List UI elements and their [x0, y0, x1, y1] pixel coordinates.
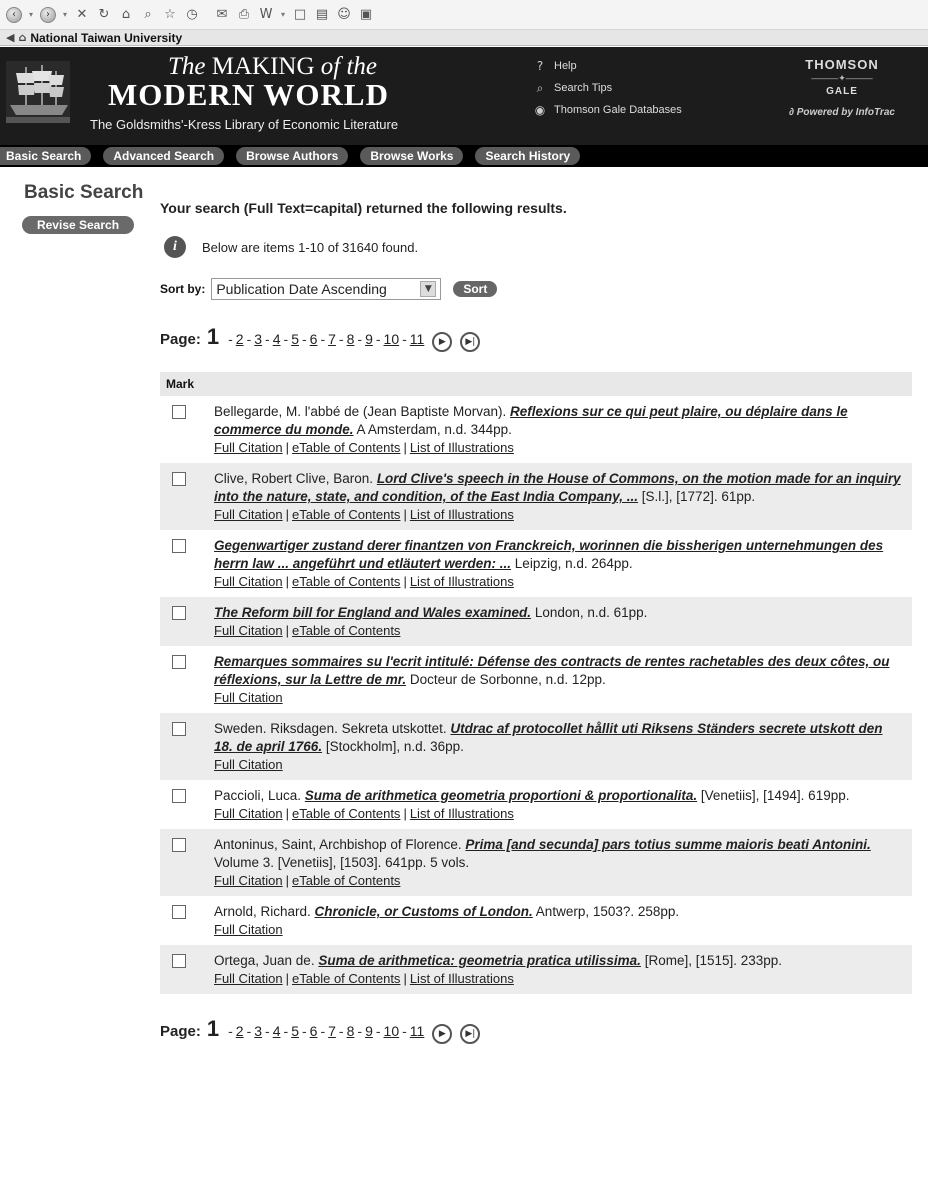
page-link[interactable]: 8: [346, 1023, 355, 1039]
tab-advanced-search[interactable]: Advanced Search: [103, 147, 224, 165]
history-icon[interactable]: ◷: [186, 7, 198, 22]
powered-label: Powered by InfoTrac: [796, 107, 895, 118]
result-sublink[interactable]: eTable of Contents: [292, 440, 401, 455]
tab-basic-search[interactable]: Basic Search: [0, 147, 91, 165]
result-content: [214, 403, 904, 457]
mark-header: Mark: [160, 372, 912, 396]
table-row: [160, 945, 912, 994]
result-links: [214, 921, 904, 939]
forward-icon[interactable]: ›: [38, 5, 58, 25]
result-title-link[interactable]: Chronicle, or Customs of London.: [314, 904, 533, 919]
sort-button[interactable]: Sort: [453, 281, 497, 297]
page-link[interactable]: 2: [235, 331, 244, 347]
result-sublink[interactable]: List of Illustrations: [409, 806, 514, 821]
pager-bottom: Page: 1 - 2 - 3 - 4 - 5 - 6 - 7 - 8 - 9 - 10 - 11 ▶ ▶|: [160, 1016, 912, 1044]
result-sublink[interactable]: eTable of Contents: [292, 971, 401, 986]
result-imprint: London, n.d. 61pp.: [531, 605, 648, 620]
result-sublink[interactable]: Full Citation: [214, 922, 283, 937]
result-sublink[interactable]: eTable of Contents: [292, 507, 401, 522]
ship-logo: [6, 61, 70, 123]
result-imprint: Volume 3. [Venetiis], [1503]. 641pp. 5 vols.: [214, 855, 470, 870]
brand-top: THOMSON: [805, 57, 879, 72]
library-icon[interactable]: ⌂: [18, 31, 27, 44]
result-sublink[interactable]: Full Citation: [214, 971, 283, 986]
result-content: [214, 720, 904, 774]
nav-bar: [0, 145, 928, 167]
page-link[interactable]: 5: [291, 331, 299, 347]
site-banner: [0, 47, 928, 145]
result-title-link[interactable]: Utdrac af protocollet hållit uti Riksens Ständers secrete utskott den 18. de april 1766.: [214, 721, 883, 754]
result-title-link[interactable]: Prima [and secunda] pars totius summe maioris beati Antonini.: [465, 837, 871, 852]
page-label: Page:: [160, 331, 201, 348]
page-link[interactable]: 6: [309, 1023, 318, 1039]
word-dropdown-icon[interactable]: ▾: [280, 10, 285, 19]
results-main: [160, 196, 912, 1044]
pager-top: Page: 1 - 2 - 3 - 4 - 5 - 6 - 7 - 8 - 9 - 10 - 11 ▶ ▶|: [160, 324, 912, 352]
back-dropdown-icon[interactable]: ▾: [28, 10, 33, 19]
back-arrow-icon[interactable]: ◀: [6, 31, 15, 44]
result-sublink[interactable]: Full Citation: [214, 623, 283, 638]
result-author: Arnold, Richard.: [214, 904, 315, 919]
link-separator: |: [403, 971, 407, 986]
result-imprint: A Amsterdam, n.d. 344pp.: [353, 422, 512, 437]
link-separator: |: [285, 623, 290, 638]
result-sublink[interactable]: Full Citation: [214, 440, 283, 455]
result-summary: Your search (Full Text=capital) returned the following results.: [160, 200, 567, 216]
brand-bottom: GALE: [826, 86, 858, 97]
result-imprint: [S.l.], [1772]. 61pp.: [638, 489, 756, 504]
result-links: [214, 872, 904, 890]
help-link[interactable]: [532, 55, 682, 77]
mark-checkbox[interactable]: [172, 405, 186, 419]
result-title-link[interactable]: Suma de arithmetica geometria proportioni & proportionalita.: [304, 788, 698, 803]
brand-divider-icon: ———✦———: [811, 73, 873, 83]
result-content: [214, 787, 904, 823]
link-separator: |: [285, 806, 290, 821]
forward-dropdown-icon[interactable]: ▾: [62, 10, 67, 19]
current-page: 1: [206, 1016, 220, 1041]
page-link[interactable]: 11: [409, 331, 425, 347]
research-icon[interactable]: ▣: [359, 7, 373, 22]
result-title-link[interactable]: Gegenwartiger zustand derer finantzen von Franckreich, worinnen die bissherigen unternehmungen des herrn law ... angeführt und etläutert werden: ...: [214, 538, 884, 571]
thomson-gale-logo: [782, 57, 902, 118]
result-sublink[interactable]: Full Citation: [214, 806, 283, 821]
banner-title-the: The: [168, 53, 206, 80]
mark-checkbox[interactable]: [172, 838, 186, 852]
powered-by[interactable]: [782, 107, 902, 118]
result-content: [214, 952, 904, 988]
last-page-icon[interactable]: ▶|: [460, 1024, 480, 1044]
mark-checkbox[interactable]: [172, 905, 186, 919]
link-separator: |: [285, 971, 290, 986]
result-sublink[interactable]: List of Illustrations: [409, 440, 514, 455]
result-sublink[interactable]: Full Citation: [214, 507, 283, 522]
page-link[interactable]: 10: [383, 331, 400, 347]
result-author: Paccioli, Luca.: [214, 788, 305, 803]
page-link[interactable]: 4: [272, 331, 281, 347]
revise-search-button[interactable]: Revise Search: [22, 216, 134, 234]
search-tips-label: Search Tips: [554, 82, 613, 94]
favorites-icon[interactable]: ☆: [164, 7, 176, 22]
search-icon[interactable]: ⌕: [144, 7, 152, 22]
items-found: Below are items 1-10 of 31640 found.: [202, 239, 419, 255]
refresh-icon[interactable]: ↻: [98, 7, 110, 22]
current-page: 1: [206, 324, 220, 349]
banner-title-of-the: of the: [320, 53, 378, 80]
result-title-link[interactable]: Suma de arithmetica: geometria pratica utilissima.: [318, 953, 641, 968]
banner-subtitle: The Goldsmiths'-Kress Library of Economic Literature: [90, 117, 399, 132]
result-sublink[interactable]: eTable of Contents: [292, 806, 401, 821]
infotrac-icon: ∂: [789, 107, 797, 118]
mail-icon[interactable]: ✉: [216, 7, 228, 22]
page-link[interactable]: 7: [328, 331, 336, 347]
mark-checkbox[interactable]: [172, 606, 186, 620]
result-author: Sweden. Riksdagen. Sekreta utskottet.: [214, 721, 451, 736]
mark-checkbox[interactable]: [172, 722, 186, 736]
table-row: [160, 396, 912, 463]
search-tips-link[interactable]: [532, 77, 682, 99]
result-sublink[interactable]: Full Citation: [214, 757, 283, 772]
link-separator: |: [403, 806, 407, 821]
table-row: [160, 646, 912, 713]
print-icon[interactable]: ⎙: [238, 7, 250, 22]
tab-search-history[interactable]: Search History: [475, 147, 580, 165]
result-sublink[interactable]: List of Illustrations: [409, 507, 514, 522]
browser-toolbar: [0, 0, 928, 30]
table-row: [160, 896, 912, 945]
result-imprint: Antwerp, 1503?. 258pp.: [532, 904, 680, 919]
page-link[interactable]: 6: [309, 331, 318, 347]
result-author: Antoninus, Saint, Archbishop of Florence.: [214, 837, 466, 852]
result-imprint: [Venetiis], [1494]. 619pp.: [697, 788, 850, 803]
result-sublink[interactable]: Full Citation: [214, 574, 283, 589]
result-sublink[interactable]: eTable of Contents: [292, 623, 401, 638]
question-icon: ?: [536, 59, 544, 73]
page-link[interactable]: 4: [272, 1023, 281, 1039]
page-link[interactable]: 3: [254, 1023, 263, 1039]
table-row: [160, 530, 912, 597]
result-imprint: Leipzig, n.d. 264pp.: [511, 556, 633, 571]
link-separator: |: [285, 873, 290, 888]
messenger-icon[interactable]: ☺: [337, 7, 351, 22]
result-links: [214, 439, 904, 457]
result-content: [214, 537, 904, 591]
info-row: [164, 236, 912, 258]
institution-name: National Taiwan University: [30, 30, 183, 45]
table-row: [160, 713, 912, 780]
mark-checkbox[interactable]: [172, 472, 186, 486]
result-title-link[interactable]: Reflexions sur ce qui peut plaire, ou déplaire dans le commerce du monde.: [214, 404, 848, 437]
sort-select[interactable]: [211, 278, 441, 300]
link-separator: |: [403, 574, 407, 589]
back-icon[interactable]: ‹: [4, 5, 24, 25]
result-links: [214, 506, 904, 524]
databases-label: Thomson Gale Databases: [554, 104, 682, 116]
page-link[interactable]: 7: [328, 1023, 336, 1039]
sort-row: [160, 278, 912, 300]
result-sublink[interactable]: Full Citation: [214, 873, 283, 888]
home-icon[interactable]: ⌂: [121, 7, 131, 22]
page-label: Page:: [160, 1023, 201, 1040]
result-title-link[interactable]: Remarques sommaires su l'ecrit intitulé: Défense des contracts de rentes rachetables des deux côtes, ou réflexions, sur la Lettre de mr.: [214, 654, 890, 687]
result-imprint: Docteur de Sorbonne, n.d. 12pp.: [406, 672, 606, 687]
help-links: [532, 55, 682, 121]
result-author: Clive, Robert Clive, Baron.: [214, 471, 377, 486]
page-link[interactable]: 11: [409, 1023, 425, 1039]
page-link[interactable]: 8: [346, 331, 355, 347]
word-icon[interactable]: W: [259, 7, 273, 22]
tab-browse-authors[interactable]: Browse Authors: [236, 147, 348, 165]
page-link[interactable]: 3: [254, 331, 263, 347]
result-sublink[interactable]: List of Illustrations: [409, 971, 514, 986]
result-imprint: [Stockholm], n.d. 36pp.: [322, 739, 464, 754]
next-page-icon[interactable]: ▶: [432, 1024, 452, 1044]
result-author: Ortega, Juan de.: [214, 953, 319, 968]
result-links: [214, 622, 904, 640]
last-page-icon[interactable]: ▶|: [460, 332, 480, 352]
result-sublink[interactable]: Full Citation: [214, 690, 283, 705]
help-label: Help: [554, 60, 577, 72]
page-title: Basic Search: [24, 182, 144, 203]
next-page-icon[interactable]: ▶: [432, 332, 452, 352]
result-sublink[interactable]: List of Illustrations: [409, 574, 514, 589]
link-separator: |: [403, 440, 407, 455]
page-link[interactable]: 9: [365, 331, 373, 347]
blank-icon[interactable]: □: [293, 7, 307, 22]
mark-checkbox[interactable]: [172, 539, 186, 553]
result-links: [214, 689, 904, 707]
tab-browse-works[interactable]: Browse Works: [360, 147, 463, 165]
sort-select-value: Publication Date Ascending: [216, 281, 387, 297]
mark-checkbox[interactable]: [172, 789, 186, 803]
result-title-link[interactable]: The Reform bill for England and Wales examined.: [214, 605, 532, 620]
result-sublink[interactable]: eTable of Contents: [292, 873, 401, 888]
stop-icon[interactable]: ✕: [76, 7, 88, 22]
link-separator: |: [285, 574, 290, 589]
link-separator: |: [285, 507, 290, 522]
banner-title-making: MAKING: [211, 53, 315, 80]
mark-checkbox[interactable]: [172, 954, 186, 968]
result-links: [214, 970, 904, 988]
chevron-down-icon[interactable]: ▼: [420, 281, 436, 297]
page-link[interactable]: 10: [383, 1023, 400, 1039]
edit-icon[interactable]: ▤: [315, 7, 329, 22]
page-link[interactable]: 9: [365, 1023, 373, 1039]
result-content: [214, 470, 904, 524]
table-row: [160, 780, 912, 829]
link-separator: |: [403, 507, 407, 522]
result-title-link[interactable]: Lord Clive's speech in the House of Commons, on the motion made for an inquiry into the nature, state, and condition, of the East India Company, ...: [214, 471, 901, 504]
table-row: [160, 829, 912, 896]
banner-title-line2: MODERN WORLD: [108, 77, 389, 112]
result-content: [214, 903, 904, 939]
results-table: [160, 372, 912, 994]
result-links: [214, 805, 904, 823]
table-row: [160, 463, 912, 530]
result-content: [214, 604, 904, 640]
link-separator: |: [285, 440, 290, 455]
result-content: [214, 653, 904, 707]
page-link[interactable]: 2: [235, 1023, 244, 1039]
result-content: [214, 836, 904, 890]
page-link[interactable]: 5: [291, 1023, 299, 1039]
magnifier-icon: ⌕: [536, 80, 544, 95]
globe-icon: ◉: [534, 103, 546, 117]
table-row: [160, 597, 912, 646]
result-links: [214, 573, 904, 591]
info-icon: i: [164, 236, 186, 258]
institution-bar: [0, 30, 928, 46]
mark-checkbox[interactable]: [172, 655, 186, 669]
result-author: Bellegarde, M. l'abbé de (Jean Baptiste Morvan).: [214, 404, 510, 419]
sort-label: Sort by:: [160, 282, 206, 296]
databases-link[interactable]: [532, 99, 682, 121]
result-links: [214, 756, 904, 774]
result-imprint: [Rome], [1515]. 233pp.: [640, 953, 783, 968]
result-sublink[interactable]: eTable of Contents: [292, 574, 401, 589]
